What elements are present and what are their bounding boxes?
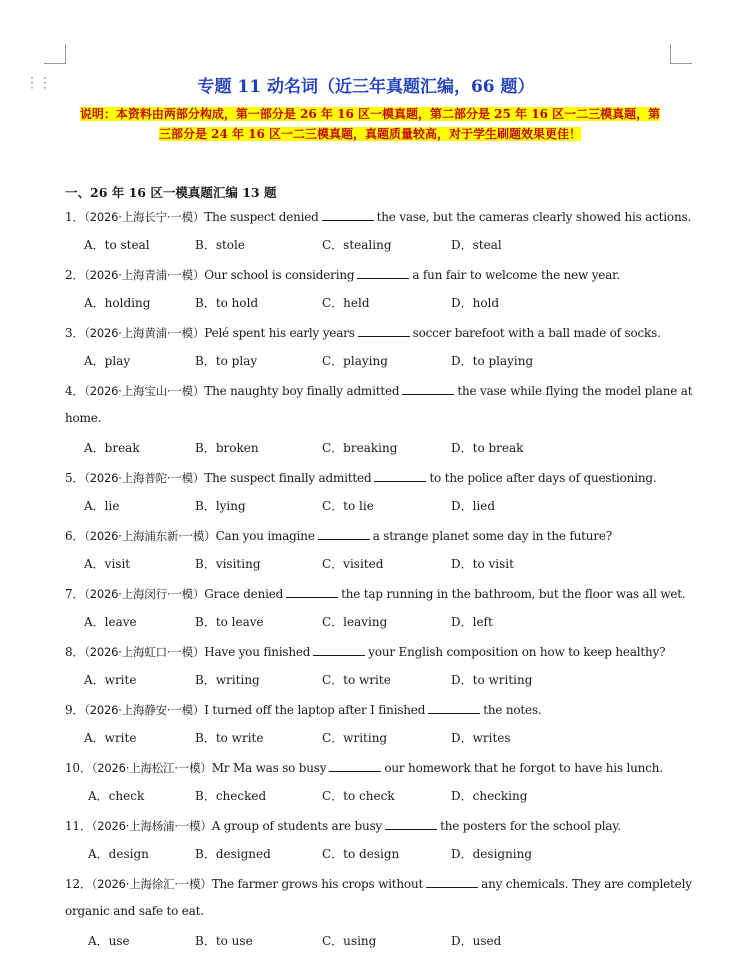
notice-line-2: 三部分是 24 年 16 区一二三模真题，真题质量较高，对于学生刷题效果更佳！	[158, 127, 582, 141]
answer-blank[interactable]	[385, 819, 437, 830]
question-stem	[65, 701, 675, 718]
page-corner-mark	[44, 63, 66, 64]
answer-option-a[interactable]: A．leave	[84, 615, 137, 629]
question-text: the notes.	[483, 703, 542, 717]
question-text: a strange planet some day in the future?	[372, 529, 612, 543]
question-text: The naughty boy finally admitted	[204, 384, 400, 398]
page-corner-mark	[65, 44, 66, 64]
question-text: A group of students are busy	[211, 819, 383, 833]
question-source: （2026·上海徐汇·一模）	[91, 877, 212, 891]
answer-option-d[interactable]: D．checking	[451, 789, 528, 803]
answer-blank[interactable]	[313, 645, 365, 656]
answer-option-c[interactable]: C．writing	[322, 731, 388, 745]
answer-blank[interactable]	[318, 529, 370, 540]
question-source: （2026·上海杨浦·一模）	[91, 819, 212, 833]
question-source: （2026·上海青浦·一模）	[84, 268, 205, 282]
option-row	[0, 352, 732, 368]
question-text: I turned off the laptop after I finished	[204, 703, 426, 717]
question-number: 12．	[65, 877, 92, 891]
answer-option-d[interactable]: D．to break	[451, 441, 524, 455]
question-text: Can you imagine	[215, 529, 315, 543]
option-row	[0, 497, 732, 513]
question-number: 11．	[65, 819, 92, 833]
option-row	[0, 236, 732, 252]
question-stem	[65, 324, 675, 341]
question-text: a fun fair to welcome the new year.	[412, 268, 620, 282]
question-text: the vase, but the cameras clearly showed his actions.	[376, 210, 692, 224]
answer-option-c[interactable]: C．to check	[322, 789, 395, 803]
answer-option-b[interactable]: B．stole	[195, 238, 245, 252]
answer-option-c[interactable]: C．playing	[322, 354, 388, 368]
option-row	[0, 787, 732, 803]
answer-blank[interactable]	[402, 384, 454, 395]
option-row	[0, 729, 732, 745]
question-text: the tap running in the bathroom, but the floor was all wet.	[341, 587, 686, 601]
question-number: 7．	[65, 587, 85, 601]
question-stem	[65, 643, 675, 660]
question-number: 1．	[65, 210, 85, 224]
question-text: our homework that he forgot to have his lunch.	[384, 761, 663, 775]
answer-option-b[interactable]: B．designed	[195, 847, 271, 861]
question-text: Mr Ma was so busy	[211, 761, 327, 775]
answer-option-d[interactable]: D．hold	[451, 296, 500, 310]
answer-option-b[interactable]: B．to leave	[195, 615, 264, 629]
option-row	[0, 932, 732, 948]
answer-option-c[interactable]: C．breaking	[322, 441, 398, 455]
question-stem	[65, 759, 675, 776]
question-number: 3．	[65, 326, 85, 340]
answer-option-a[interactable]: A．check	[88, 789, 145, 803]
answer-option-a[interactable]: A．lie	[84, 499, 120, 513]
question-stem	[65, 208, 692, 225]
answer-option-c[interactable]: C．visited	[322, 557, 384, 571]
answer-option-b[interactable]: B．lying	[195, 499, 246, 513]
notice	[65, 104, 675, 144]
question-stem	[65, 469, 675, 486]
question-text: Pelé spent his early years	[204, 326, 355, 340]
question-source: （2026·上海浦东新·一模）	[84, 529, 216, 543]
answer-option-a[interactable]: A．visit	[84, 557, 131, 571]
question-text: your English composition on how to keep healthy?	[368, 645, 666, 659]
answer-option-c[interactable]: C．to lie	[322, 499, 374, 513]
question-text: to the police after days of questioning.	[429, 471, 657, 485]
page-corner-mark	[670, 63, 692, 64]
drag-handle-icon[interactable]: ⋮⋮	[25, 75, 51, 91]
answer-blank[interactable]	[357, 268, 409, 279]
answer-option-b[interactable]: B．to use	[195, 934, 253, 948]
question-stem	[65, 817, 675, 834]
question-number: 10．	[65, 761, 92, 775]
answer-blank[interactable]	[428, 703, 480, 714]
answer-option-a[interactable]: A．play	[84, 354, 131, 368]
answer-blank[interactable]	[374, 471, 426, 482]
question-text: The suspect denied	[204, 210, 319, 224]
question-text: Grace denied	[204, 587, 284, 601]
section-heading: 一、26 年 16 区一模真题汇编 13 题	[65, 185, 277, 200]
answer-option-a[interactable]: A．write	[84, 731, 137, 745]
question-text: The suspect finally admitted	[204, 471, 372, 485]
question-stem	[65, 266, 675, 283]
question-text: soccer barefoot with a ball made of socks.	[412, 326, 661, 340]
question-number: 4．	[65, 384, 85, 398]
question-number: 8．	[65, 645, 85, 659]
answer-blank[interactable]	[426, 877, 478, 888]
page-corner-mark	[670, 44, 671, 64]
answer-option-d[interactable]: D．designing	[451, 847, 533, 861]
option-row	[0, 439, 732, 455]
question-stem	[65, 585, 686, 602]
answer-option-b[interactable]: B．to write	[195, 731, 264, 745]
answer-blank[interactable]	[358, 326, 410, 337]
answer-option-c[interactable]: C．stealing	[322, 238, 392, 252]
answer-option-a[interactable]: A．to steal	[84, 238, 150, 252]
question-stem	[65, 875, 692, 892]
question-source: （2026·上海松江·一模）	[91, 761, 212, 775]
answer-option-a[interactable]: A．holding	[84, 296, 151, 310]
question-source: （2026·上海闵行·一模）	[84, 587, 205, 601]
question-source: （2026·上海虹口·一模）	[84, 645, 205, 659]
question-number: 2．	[65, 268, 85, 282]
question-text: the posters for the school play.	[440, 819, 621, 833]
answer-option-c[interactable]: C．using	[322, 934, 377, 948]
question-source: （2026·上海黄浦·一模）	[84, 326, 205, 340]
answer-option-b[interactable]: B．visiting	[195, 557, 261, 571]
question-text: Our school is considering	[204, 268, 355, 282]
notice-line-1: 说明：本资料由两部分构成，第一部分是 26 年 16 区一模真题，第二部分是 25 年 16 区一二三模真题，第	[79, 107, 661, 121]
question-number: 5．	[65, 471, 85, 485]
answer-option-c[interactable]: C．to write	[322, 673, 391, 687]
answer-option-b[interactable]: B．writing	[195, 673, 260, 687]
question-source: （2026·上海宝山·一模）	[84, 384, 205, 398]
answer-option-c[interactable]: C．held	[322, 296, 370, 310]
answer-option-a[interactable]: A．design	[88, 847, 149, 861]
option-row	[0, 613, 732, 629]
question-source: （2026·上海静安·一模）	[84, 703, 205, 717]
answer-option-a[interactable]: A．break	[84, 441, 140, 455]
answer-option-b[interactable]: B．to hold	[195, 296, 259, 310]
answer-blank[interactable]	[322, 210, 374, 221]
answer-option-b[interactable]: B．to play	[195, 354, 258, 368]
question-text: The farmer grows his crops without	[211, 877, 424, 891]
question-text: the vase while flying the model plane at	[457, 384, 693, 398]
option-row	[0, 555, 732, 571]
question-continuation: home.	[65, 411, 102, 425]
question-text: any chemicals. They are completely	[481, 877, 692, 891]
question-stem	[65, 382, 693, 399]
option-row	[0, 671, 732, 687]
answer-option-d[interactable]: D．used	[451, 934, 502, 948]
answer-option-d[interactable]: D．to visit	[451, 557, 514, 571]
answer-option-d[interactable]: D．lied	[451, 499, 496, 513]
answer-option-b[interactable]: B．checked	[195, 789, 267, 803]
question-source: （2026·上海普陀·一模）	[84, 471, 205, 485]
answer-blank[interactable]	[286, 587, 338, 598]
question-source: （2026·上海长宁·一模）	[84, 210, 205, 224]
question-text: Have you finished	[204, 645, 311, 659]
question-number: 6．	[65, 529, 85, 543]
answer-option-d[interactable]: D．steal	[451, 238, 502, 252]
question-stem	[65, 527, 675, 544]
answer-option-c[interactable]: C．to design	[322, 847, 400, 861]
answer-option-a[interactable]: A．write	[84, 673, 137, 687]
answer-option-c[interactable]: C．leaving	[322, 615, 388, 629]
answer-option-d[interactable]: D．left	[451, 615, 493, 629]
option-row	[0, 845, 732, 861]
page-title: 专题 11 动名词（近三年真题汇编，66 题）	[197, 77, 535, 97]
answer-blank[interactable]	[329, 761, 381, 772]
answer-option-d[interactable]: D．writes	[451, 731, 511, 745]
question-number: 9．	[65, 703, 85, 717]
option-row	[0, 294, 732, 310]
answer-option-a[interactable]: A．use	[88, 934, 130, 948]
answer-option-d[interactable]: D．to playing	[451, 354, 534, 368]
question-continuation: organic and safe to eat.	[65, 904, 204, 918]
answer-option-b[interactable]: B．broken	[195, 441, 259, 455]
answer-option-d[interactable]: D．to writing	[451, 673, 533, 687]
